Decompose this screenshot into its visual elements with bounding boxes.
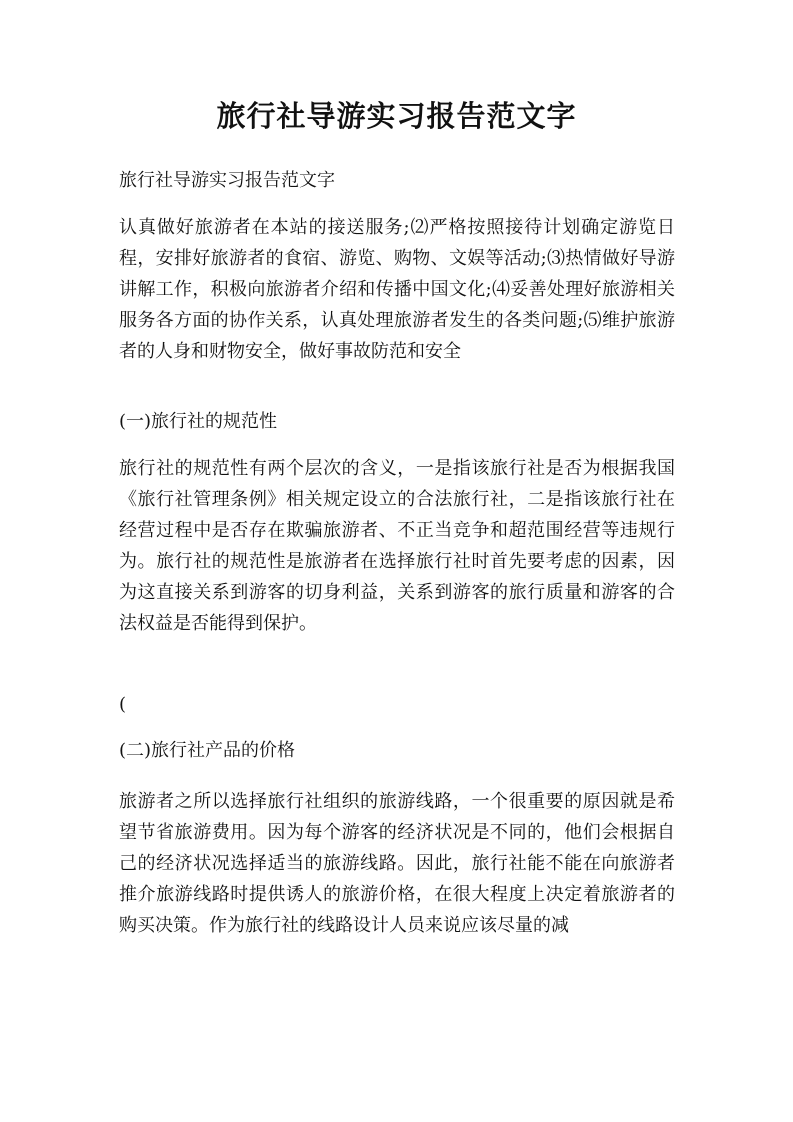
stray-parenthesis: ( bbox=[119, 694, 127, 715]
document-title: 旅行社导游实习报告范文字 bbox=[216, 99, 577, 133]
section-heading-price: (二)旅行社产品的价格 bbox=[119, 740, 296, 761]
paragraph-duties: 认真做好旅游者在本站的接送服务;⑵严格按照接待计划确定游览日程，安排好旅游者的食宿、游览、购物、文娱等活动;⑶热情做好导游讲解工作，积极向旅游者介绍和传播中国文化;⑷妥善处理好旅游相关服务各方面的协作关系，认真处理旅游者发生的各类问题;⑸维护旅游者的人身和财物安全，做好事故防范和安全 bbox=[119, 217, 675, 362]
paragraph-price: 旅游者之所以选择旅行社组织的旅游线路，一个很重要的原因就是希望节省旅游费用。因为每个游客的经济状况是不同的，他们会根据自己的经济状况选择适当的旅游线路。因此，旅行社能不能在向旅游者推介旅游线路时提供诱人的旅游价格，在很大程度上决定着旅游者的购买决策。作为旅行社的线路设计人员来说应该尽量的减 bbox=[119, 791, 675, 936]
paragraph-standardization: 旅行社的规范性有两个层次的含义，一是指该旅行社是否为根据我国《旅行社管理条例》相关规定设立的合法旅行社，二是指该旅行社在经营过程中是否存在欺骗旅游者、不正当竞争和超范围经营等违规行为。旅行社的规范性是旅游者在选择旅行社时首先要考虑的因素，因为这直接关系到游客的切身利益，关系到游客的旅行质量和游客的合法权益是否能得到保护。 bbox=[119, 458, 675, 634]
document-subtitle: 旅行社导游实习报告范文字 bbox=[119, 170, 335, 191]
section-heading-standardization: (一)旅行社的规范性 bbox=[119, 411, 278, 432]
